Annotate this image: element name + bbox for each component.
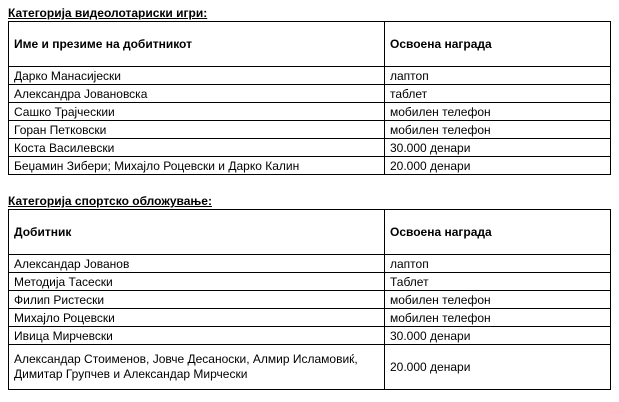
winner-prize: 20.000 денари — [385, 157, 611, 175]
table-row — [9, 85, 611, 103]
table-row — [9, 327, 611, 345]
sports-betting-winners-table — [8, 209, 611, 390]
winner-prize: таблет — [385, 85, 611, 103]
winner-name: Александар Стоименов, Јовче Десаноски, Алмир Исламовиќ, Димитар Групчев и Александар Мирчески — [9, 345, 385, 390]
column-header-prize: Освоена награда — [385, 22, 611, 67]
winner-name: Михајло Роцевски — [9, 309, 385, 327]
winner-prize: мобилен телефон — [385, 121, 611, 139]
winner-name: Александар Јованов — [9, 255, 385, 273]
table-row — [9, 139, 611, 157]
table-row — [9, 309, 611, 327]
winner-name: Методија Тасески — [9, 273, 385, 291]
winner-name: Филип Ристески — [9, 291, 385, 309]
winner-name: Дарко Манасијески — [9, 67, 385, 85]
winner-name: Сашко Трајческии — [9, 103, 385, 121]
winner-prize: лаптоп — [385, 67, 611, 85]
winner-prize: мобилен телефон — [385, 291, 611, 309]
winner-prize: мобилен телефон — [385, 309, 611, 327]
column-header-prize: Освоена награда — [385, 210, 611, 255]
winner-prize: 30.000 денари — [385, 327, 611, 345]
winner-name: Ивица Мирчевски — [9, 327, 385, 345]
winner-prize: мобилен телефон — [385, 103, 611, 121]
winner-prize: Таблет — [385, 273, 611, 291]
winner-name: Горан Петковски — [9, 121, 385, 139]
table-row — [9, 67, 611, 85]
table-row — [9, 291, 611, 309]
table-row — [9, 121, 611, 139]
table-row — [9, 255, 611, 273]
column-header-name: Добитник — [9, 210, 385, 255]
winner-prize: лаптоп — [385, 255, 611, 273]
table-row — [9, 157, 611, 175]
column-header-name: Име и презиме на добитникот — [9, 22, 385, 67]
table-header-row — [9, 210, 611, 255]
sports-betting-heading: Категорија спортско обложување: — [8, 194, 212, 208]
winner-name: Александра Јовановска — [9, 85, 385, 103]
table-header-row — [9, 22, 611, 67]
video-lottery-winners-table — [8, 21, 611, 175]
table-row — [9, 345, 611, 390]
winner-prize: 30.000 денари — [385, 139, 611, 157]
table-row — [9, 103, 611, 121]
winner-name: Беџамин Зибери; Михајло Роцевски и Дарко Калин — [9, 157, 385, 175]
winner-name: Коста Василевски — [9, 139, 385, 157]
video-lottery-heading: Категорија видеолотариски игри: — [8, 6, 208, 20]
table-row — [9, 273, 611, 291]
winner-prize: 20.000 денари — [385, 345, 611, 390]
